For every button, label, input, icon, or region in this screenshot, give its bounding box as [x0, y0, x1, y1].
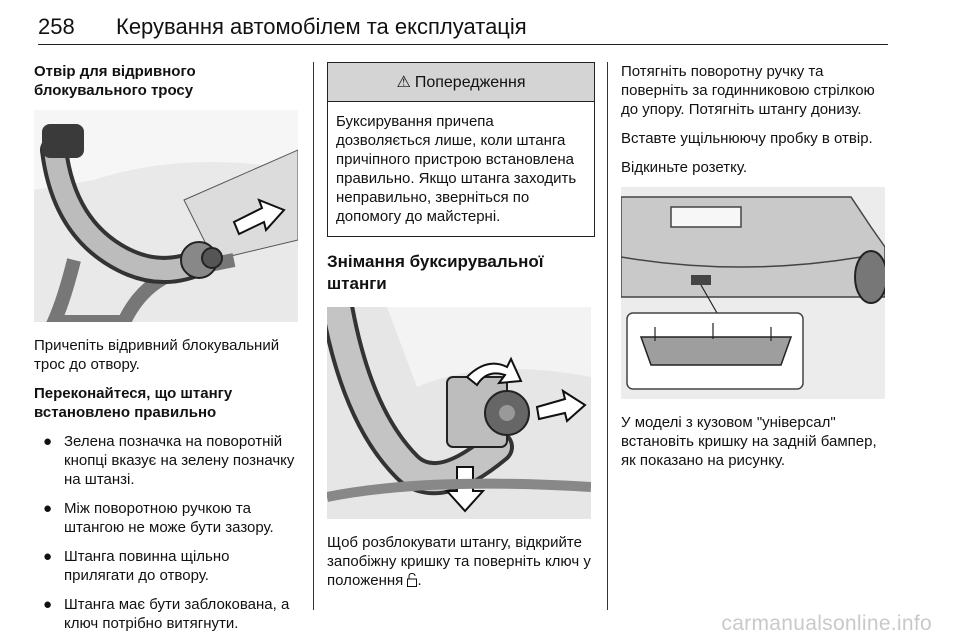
figure-bumper-cover	[621, 187, 885, 399]
para-unlock: Щоб розблокувати штангу, відкрийте запобіжну кришку та поверніть ключ у положення .	[327, 534, 591, 589]
column-divider	[313, 62, 314, 610]
bullet-dot: ●	[43, 596, 53, 613]
para-pull-knob: Потягніть поворотну ручку та поверніть за годинниковою стрілкою до упору. Потягніть штангу донизу.	[621, 63, 875, 118]
figure-tow-bar-cable-hole	[34, 110, 298, 322]
bullet-dot: ●	[43, 433, 53, 450]
warning-title: Попередження	[414, 73, 526, 91]
list-item: ● Зелена позначка на поворотній кнопці вказує на зелену позначку на штанзі.	[43, 433, 295, 488]
subhead-tow-cable-hole: Отвір для відривного блокувального тросу	[34, 63, 196, 99]
section-heading-remove-bar: Знімання буксирувальної штанги	[327, 252, 544, 293]
figure-unlock-tow-bar	[327, 307, 591, 519]
warning-triangle-icon: ⚠	[396, 73, 411, 91]
column-divider	[607, 62, 608, 610]
column-left	[34, 62, 302, 643]
para-insert-plug: Вставте ущільнюючу пробку в отвір.	[621, 130, 873, 147]
bullet-dot: ●	[43, 500, 53, 517]
unlocked-padlock-icon	[407, 573, 417, 587]
warning-text: Буксирування причепа дозволяється лише, коли штанга причіпного пристрою встановлена правильно. Якщо штанга заходить неправильно, зверніться по допомогу до майстерні.	[336, 113, 577, 225]
subhead-check-install: Переконайтеся, що штангу встановлено правильно	[34, 385, 233, 421]
para-attach-cable: Причепіть відривний блокувальний трос до отвору.	[34, 337, 280, 373]
list-item: ● Між поворотною ручкою та штангою не може бути зазору.	[43, 500, 274, 536]
bullet-dot: ●	[43, 548, 53, 565]
para-fold-socket: Відкиньте розетку.	[621, 159, 748, 176]
list-item: ● Штанга повинна щільно прилягати до отвору.	[43, 548, 230, 584]
list-item: ● Штанга має бути заблокована, а ключ потрібно витягнути.	[43, 596, 290, 632]
warning-header	[328, 63, 594, 102]
page-header	[38, 12, 888, 45]
bullet-list	[34, 432, 302, 633]
column-right	[621, 62, 891, 480]
column-middle	[327, 62, 595, 600]
watermark: carmanualsonline.info	[721, 612, 932, 635]
page-number: 258	[38, 14, 75, 39]
para-wagon-cover: У моделі з кузовом "універсал" встановіть кришку на задній бампер, як показано на рисунку.	[621, 414, 877, 469]
warning-box	[327, 62, 595, 237]
page-title: Керування автомобілем та експлуатація	[116, 14, 527, 39]
